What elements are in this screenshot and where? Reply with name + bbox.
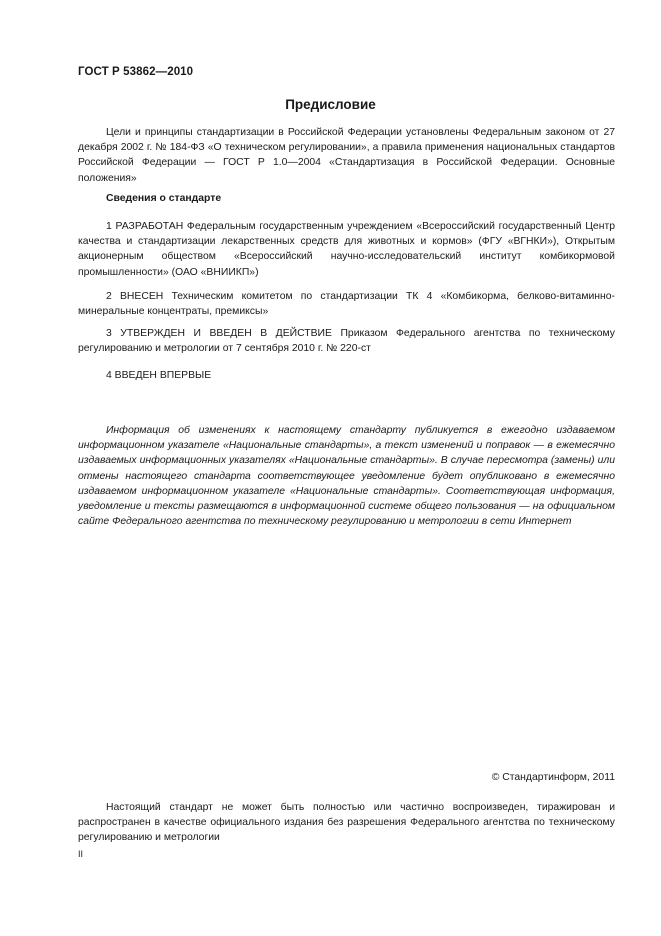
- page-title: Предисловие: [285, 97, 376, 112]
- info-heading: Сведения о стандарте: [106, 193, 222, 204]
- page-number: II: [78, 849, 84, 859]
- intro-paragraph: Цели и принципы стандартизации в Российской Федерации установлены Федеральным законом от 27 декабря 2002 г. № 184-ФЗ «О техническом регулировании», а правила применения национальных стандартов Российской Федерации — ГОСТ Р 1.0—2004 «Стандартизация в Российской Федерации. Основные положения»: [78, 127, 615, 184]
- notice-paragraph: Информация об изменениях к настоящему стандарту публикуется в ежегодно издаваемом информационном указателе «Национальные стандарты», а текст изменений и поправок — в ежемесячно издаваемых информационных указателях «Национальные стандарты». В случае пересмотра (замены) или отмены настоящего стандарта соответствующее уведомление будет опубликовано в ежемесячно издаваемом информационном указателе «Национальные стандарты». Соответствующая информация, уведомление и тексты размещаются в информационной системе общего пользования — на официальном сайте Федерального агентства по техническому регулированию и метрологии в сети Интернет: [78, 425, 615, 528]
- copyright-line: © Стандартинформ, 2011: [491, 772, 615, 783]
- info-item-2: 2 ВНЕСЕН Техническим комитетом по стандартизации ТК 4 «Комбикорма, белково-витаминно-минеральные концентраты, премиксы»: [78, 291, 615, 318]
- info-item-3: 3 УТВЕРЖДЕН И ВВЕДЕН В ДЕЙСТВИЕ Приказом Федерального агентства по техническому регулированию и метрологии от 7 сентября 2010 г. № 220-ст: [78, 328, 615, 355]
- info-item-1: 1 РАЗРАБОТАН Федеральным государственным учреждением «Всероссийский государственный Центр качества и стандартизации лекарственных средств для животных и кормов» (ФГУ «ВГНКИ»), Открытым акционерным обществом «Всероссийский научно-исследовательский институт комбикормовой промышленности» (ОАО «ВНИИКП»): [78, 221, 615, 278]
- footer-note: Настоящий стандарт не может быть полностью или частично воспроизведен, тиражирован и распространен в качестве официального издания без разрешения Федерального агентства по техническому регулированию и метрологии: [78, 802, 615, 844]
- info-item-4: 4 ВВЕДЕН ВПЕРВЫЕ: [106, 370, 212, 381]
- document-code-header: ГОСТ Р 53862—2010: [78, 66, 194, 78]
